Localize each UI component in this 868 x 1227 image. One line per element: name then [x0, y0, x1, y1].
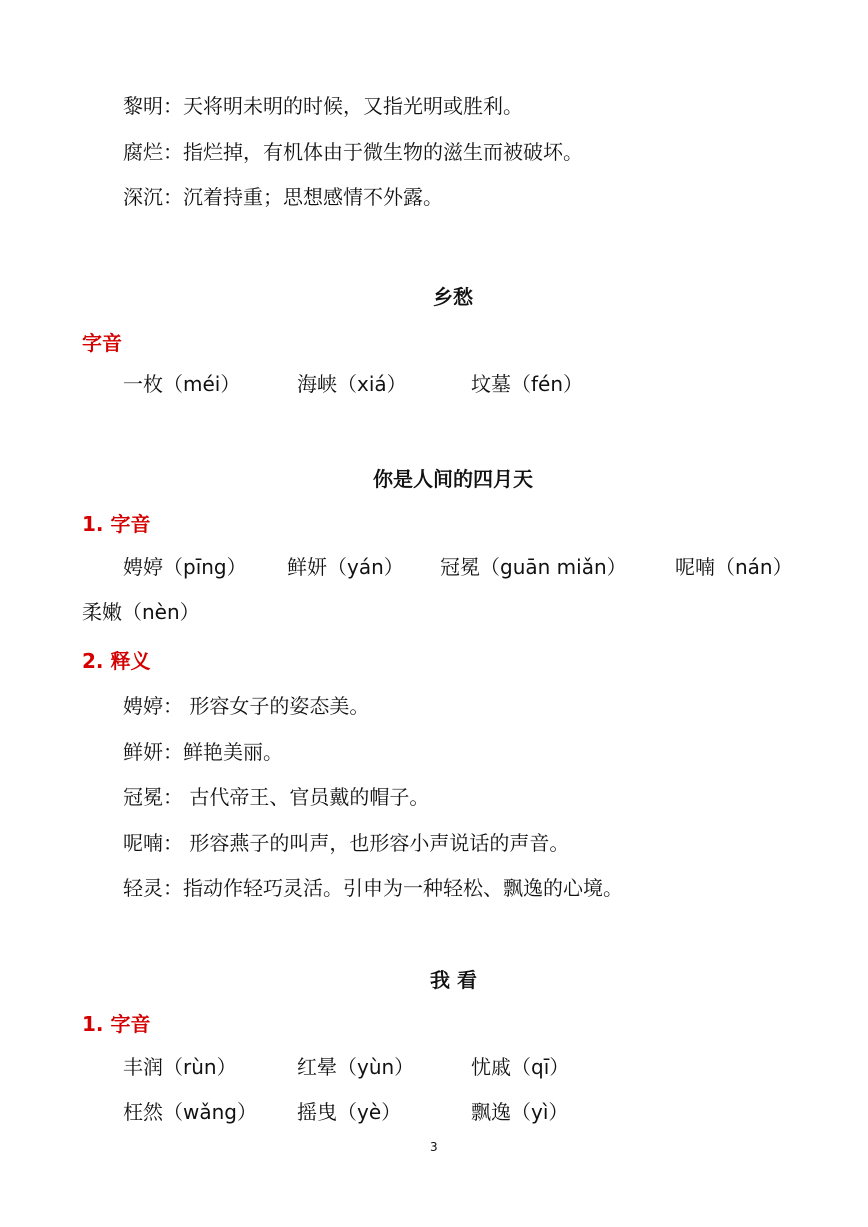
section-title-xiangchou: 乡愁 [433, 285, 473, 309]
pron-item: 枉然（wǎng） [123, 1100, 257, 1124]
definition-item: 娉婷： 形容女子的姿态美。 [123, 694, 370, 718]
section-heading-shiyi: 2. 释义 [82, 649, 151, 673]
pron-item: 娉婷（pīng） [123, 555, 247, 579]
definition-liming: 黎明：天将明未明的时候，又指光明或胜利。 [123, 94, 523, 118]
pron-item: 呢喃（nán） [675, 555, 793, 579]
definition-item: 呢喃： 形容燕子的叫声，也形容小声说话的声音。 [123, 831, 570, 855]
definition-fulan: 腐烂：指烂掉，有机体由于微生物的滋生而被破坏。 [123, 140, 583, 164]
section-title-siyuetian: 你是人间的四月天 [373, 467, 533, 491]
section-heading-ziyin: 1. 字音 [82, 1012, 151, 1036]
section-heading-ziyin: 1. 字音 [82, 512, 151, 536]
section-title-wokan: 我 看 [430, 968, 477, 992]
pron-item: 丰润（rùn） [123, 1055, 237, 1079]
pron-item: 一枚（méi） [123, 372, 241, 396]
definition-shenchen: 深沉：沉着持重；思想感情不外露。 [123, 185, 443, 209]
pron-item: 红晕（yùn） [297, 1055, 415, 1079]
page-number: 3 [430, 1140, 438, 1154]
pron-item: 坟墓（fén） [471, 372, 584, 396]
pron-item: 海峡（xiá） [297, 372, 407, 396]
definition-item: 冠冕： 古代帝王、官员戴的帽子。 [123, 785, 430, 809]
pron-item: 飘逸（yì） [471, 1100, 569, 1124]
definition-item: 鲜妍：鲜艳美丽。 [123, 740, 283, 764]
pron-item: 柔嫩（nèn） [82, 600, 200, 624]
definition-item: 轻灵：指动作轻巧灵活。引申为一种轻松、飘逸的心境。 [123, 876, 623, 900]
pron-item: 鲜妍（yán） [287, 555, 404, 579]
pron-item: 冠冕（guān miǎn） [440, 555, 627, 579]
pron-item: 忧戚（qī） [471, 1055, 570, 1079]
pron-item: 摇曳（yè） [297, 1100, 402, 1124]
section-heading-ziyin: 字音 [82, 331, 122, 355]
